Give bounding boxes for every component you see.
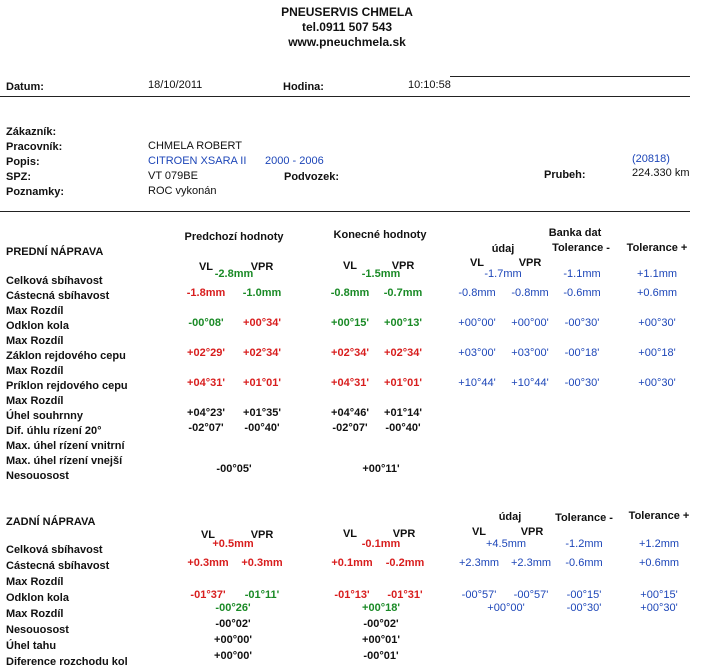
front-after-vl: VL bbox=[342, 260, 358, 272]
meta-rule bbox=[0, 211, 690, 212]
front-value-tplus: +00°18' bbox=[638, 347, 676, 359]
rear-after-vl: VL bbox=[342, 528, 358, 540]
rear-row-label: Odklon kola bbox=[6, 592, 69, 604]
time-label: Hodina: bbox=[283, 81, 324, 93]
front-value-tminus: -00°30' bbox=[564, 377, 600, 389]
worker-label: Pracovník: bbox=[6, 141, 63, 153]
date-label: Datum: bbox=[6, 81, 44, 93]
front-value-d-vl: +10°44' bbox=[458, 377, 496, 389]
front-value-d-vpr: +00°00' bbox=[511, 317, 549, 329]
rear-heading-tol-plus: Tolerance + bbox=[628, 510, 690, 522]
front-value-d-vpr: +03°00' bbox=[511, 347, 549, 359]
front-value-a-vpr: +02°34' bbox=[384, 347, 422, 359]
front-row-label: Úhel souhrnny bbox=[6, 410, 84, 422]
front-value-tplus: +0.6mm bbox=[636, 287, 678, 299]
front-value-d-vpr: -0.8mm bbox=[511, 287, 549, 299]
rear-value-a-vl: +0.1mm bbox=[331, 557, 373, 569]
rear-row-label: Úhel tahu bbox=[6, 640, 57, 652]
front-value-b-vpr: +02°34' bbox=[243, 347, 281, 359]
rear-value-b-total: +00°00' bbox=[214, 650, 252, 662]
front-row-label: Max Rozdíl bbox=[6, 395, 64, 407]
rear-db-vl: VL bbox=[471, 526, 487, 538]
heading-after: Konecné hodnoty bbox=[333, 229, 427, 241]
front-row-label: Max Rozdíl bbox=[6, 365, 64, 377]
front-value-b-vpr: +00°34' bbox=[243, 317, 281, 329]
front-value-a-vpr: -0.7mm bbox=[383, 287, 423, 299]
front-value-b-vpr: -1.0mm bbox=[242, 287, 282, 299]
front-value-b-vpr: -00°40' bbox=[244, 422, 280, 434]
front-value-d-vl: -0.8mm bbox=[458, 287, 496, 299]
rear-value-b-total: -00°26' bbox=[215, 602, 251, 614]
front-value-a-total: +00°11' bbox=[362, 463, 400, 475]
front-value-b-vl: -1.8mm bbox=[186, 287, 226, 299]
front-value-a-vl: +00°15' bbox=[331, 317, 369, 329]
mileage-label: Prubeh: bbox=[544, 169, 586, 181]
front-value-tplus: +00°30' bbox=[638, 377, 676, 389]
front-row-label: Celková sbíhavost bbox=[6, 275, 103, 287]
front-row-label: Nesouosost bbox=[6, 470, 69, 482]
worker-value: CHMELA ROBERT bbox=[148, 140, 242, 152]
front-value-d-total: -1.7mm bbox=[484, 268, 522, 280]
rear-value-d-total: +4.5mm bbox=[485, 538, 527, 550]
rear-row-label: Max Rozdíl bbox=[6, 608, 64, 620]
rear-row-label: Nesouosost bbox=[6, 624, 69, 636]
rear-before-vpr: VPR bbox=[250, 529, 274, 541]
front-value-b-vpr: +01°35' bbox=[243, 407, 281, 419]
rear-value-tminus: -00°15' bbox=[566, 589, 602, 601]
rear-value-tplus: +00°15' bbox=[640, 589, 678, 601]
rear-after-vpr: VPR bbox=[392, 528, 416, 540]
front-value-a-vl: +04°31' bbox=[331, 377, 369, 389]
front-before-vpr: VPR bbox=[250, 261, 274, 273]
heading-tol-plus: Tolerance + bbox=[626, 242, 688, 254]
front-value-a-vl: -02°07' bbox=[332, 422, 368, 434]
rear-value-b-vpr: +0.3mm bbox=[241, 557, 283, 569]
rear-value-a-total: -0.1mm bbox=[361, 538, 401, 550]
company-name: PNEUSERVIS CHMELA bbox=[281, 5, 413, 19]
rear-value-tplus: +1.2mm bbox=[638, 538, 680, 550]
heading-databank: Banka dat bbox=[548, 227, 602, 239]
front-value-b-total: -2.8mm bbox=[214, 268, 254, 280]
front-value-a-vl: -0.8mm bbox=[330, 287, 370, 299]
header-rule bbox=[0, 96, 690, 97]
rear-db-vpr: VPR bbox=[520, 526, 544, 538]
front-value-a-vpr: +00°13' bbox=[384, 317, 422, 329]
notes-value: ROC vykonán bbox=[148, 185, 217, 197]
rear-value-tminus: -0.6mm bbox=[565, 557, 603, 569]
front-value-tplus: +00°30' bbox=[638, 317, 676, 329]
front-row-label: Max Rozdíl bbox=[6, 335, 64, 347]
notes-label: Poznamky: bbox=[6, 186, 65, 198]
front-db-vl: VL bbox=[469, 257, 485, 269]
rear-value-d-vpr: +2.3mm bbox=[510, 557, 552, 569]
rear-value-a-total: +00°18' bbox=[362, 602, 400, 614]
rear-heading-tol-minus: Tolerance - bbox=[555, 512, 613, 524]
front-value-b-vl: +02°29' bbox=[187, 347, 225, 359]
rear-value-tplus: +00°30' bbox=[640, 602, 678, 614]
front-row-label: Odklon kola bbox=[6, 320, 69, 332]
rear-value-a-total: +00°01' bbox=[362, 634, 400, 646]
front-value-tminus: -00°30' bbox=[564, 317, 600, 329]
rear-heading-udaj: údaj bbox=[498, 511, 522, 523]
front-row-label: Záklon rejdového cepu bbox=[6, 350, 126, 362]
vehicle-years: 2000 - 2006 bbox=[265, 155, 324, 167]
front-row-label: Max. úhel rízení vnejší bbox=[6, 455, 123, 467]
rear-value-tminus: -00°30' bbox=[566, 602, 602, 614]
front-axle-title: PREDNÍ NÁPRAVA bbox=[6, 246, 104, 258]
rear-value-b-vl: -01°37' bbox=[190, 589, 226, 601]
front-value-a-vpr: -00°40' bbox=[385, 422, 421, 434]
rear-value-d-vl: -00°57' bbox=[461, 589, 497, 601]
header-rule-right bbox=[450, 76, 690, 77]
heading-tol-minus: Tolerance - bbox=[552, 242, 610, 254]
front-value-b-total: -00°05' bbox=[216, 463, 252, 475]
chassis-label: Podvozek: bbox=[284, 171, 340, 183]
rear-value-a-total: -00°01' bbox=[363, 650, 399, 662]
rear-row-label: Cástecná sbíhavost bbox=[6, 560, 110, 572]
front-value-b-vl: -00°08' bbox=[188, 317, 224, 329]
front-value-b-vl: -02°07' bbox=[188, 422, 224, 434]
rear-value-b-total: +0.5mm bbox=[212, 538, 254, 550]
front-value-tminus: -0.6mm bbox=[563, 287, 601, 299]
date-value: 18/10/2011 bbox=[148, 79, 203, 91]
time-value: 10:10:58 bbox=[408, 79, 451, 91]
rear-value-b-total: -00°02' bbox=[215, 618, 251, 630]
rear-value-a-total: -00°02' bbox=[363, 618, 399, 630]
front-value-a-total: -1.5mm bbox=[361, 268, 401, 280]
company-phone: tel.0911 507 543 bbox=[301, 20, 393, 34]
vehicle-code: (20818) bbox=[632, 153, 670, 165]
front-before-vl: VL bbox=[198, 261, 214, 273]
rear-axle-title: ZADNÍ NÁPRAVA bbox=[6, 516, 96, 528]
rear-row-label: Celková sbíhavost bbox=[6, 544, 103, 556]
rear-value-a-vl: -01°13' bbox=[334, 589, 370, 601]
vehicle-model: CITROEN XSARA II bbox=[148, 155, 247, 167]
rear-value-a-vpr: -0.2mm bbox=[385, 557, 425, 569]
front-value-a-vpr: +01°14' bbox=[384, 407, 422, 419]
front-value-tminus: -1.1mm bbox=[563, 268, 601, 280]
front-value-d-vpr: +10°44' bbox=[511, 377, 549, 389]
front-value-b-vpr: +01°01' bbox=[243, 377, 281, 389]
spz-value: VT 079BE bbox=[148, 170, 198, 182]
front-value-d-vl: +00°00' bbox=[458, 317, 496, 329]
customer-label: Zákazník: bbox=[6, 126, 57, 138]
front-row-label: Príklon rejdového cepu bbox=[6, 380, 128, 392]
front-row-label: Cástecná sbíhavost bbox=[6, 290, 110, 302]
rear-value-d-vpr: -00°57' bbox=[513, 589, 549, 601]
front-after-vpr: VPR bbox=[391, 260, 415, 272]
front-value-a-vl: +04°46' bbox=[331, 407, 369, 419]
rear-row-label: Max Rozdíl bbox=[6, 576, 64, 588]
rear-row-label: Diference rozchodu kol bbox=[6, 656, 128, 668]
rear-value-b-total: +00°00' bbox=[214, 634, 252, 646]
front-db-vpr: VPR bbox=[518, 257, 542, 269]
front-value-tplus: +1.1mm bbox=[636, 268, 678, 280]
rear-value-d-total: +00°00' bbox=[487, 602, 525, 614]
heading-udaj: údaj bbox=[491, 243, 515, 255]
front-value-a-vl: +02°34' bbox=[331, 347, 369, 359]
front-value-b-vl: +04°23' bbox=[187, 407, 225, 419]
front-value-a-vpr: +01°01' bbox=[384, 377, 422, 389]
front-value-d-vl: +03°00' bbox=[458, 347, 496, 359]
rear-value-tminus: -1.2mm bbox=[565, 538, 603, 550]
front-value-tminus: -00°18' bbox=[564, 347, 600, 359]
front-row-label: Dif. úhlu rízení 20° bbox=[6, 425, 102, 437]
mileage-value: 224.330 km bbox=[632, 167, 690, 179]
rear-value-b-vpr: -01°11' bbox=[244, 589, 280, 601]
company-web: www.pneuchmela.sk bbox=[288, 35, 406, 49]
front-row-label: Max. úhel rízení vnitrní bbox=[6, 440, 125, 452]
spz-label: SPZ: bbox=[6, 171, 32, 183]
rear-before-vl: VL bbox=[200, 529, 216, 541]
front-row-label: Max Rozdíl bbox=[6, 305, 64, 317]
desc-label: Popis: bbox=[6, 156, 40, 168]
rear-value-tplus: +0.6mm bbox=[638, 557, 680, 569]
heading-before: Predchozí hodnoty bbox=[184, 231, 284, 243]
front-value-b-vl: +04°31' bbox=[187, 377, 225, 389]
rear-value-d-vl: +2.3mm bbox=[458, 557, 500, 569]
rear-value-b-vl: +0.3mm bbox=[187, 557, 229, 569]
rear-value-a-vpr: -01°31' bbox=[387, 589, 423, 601]
